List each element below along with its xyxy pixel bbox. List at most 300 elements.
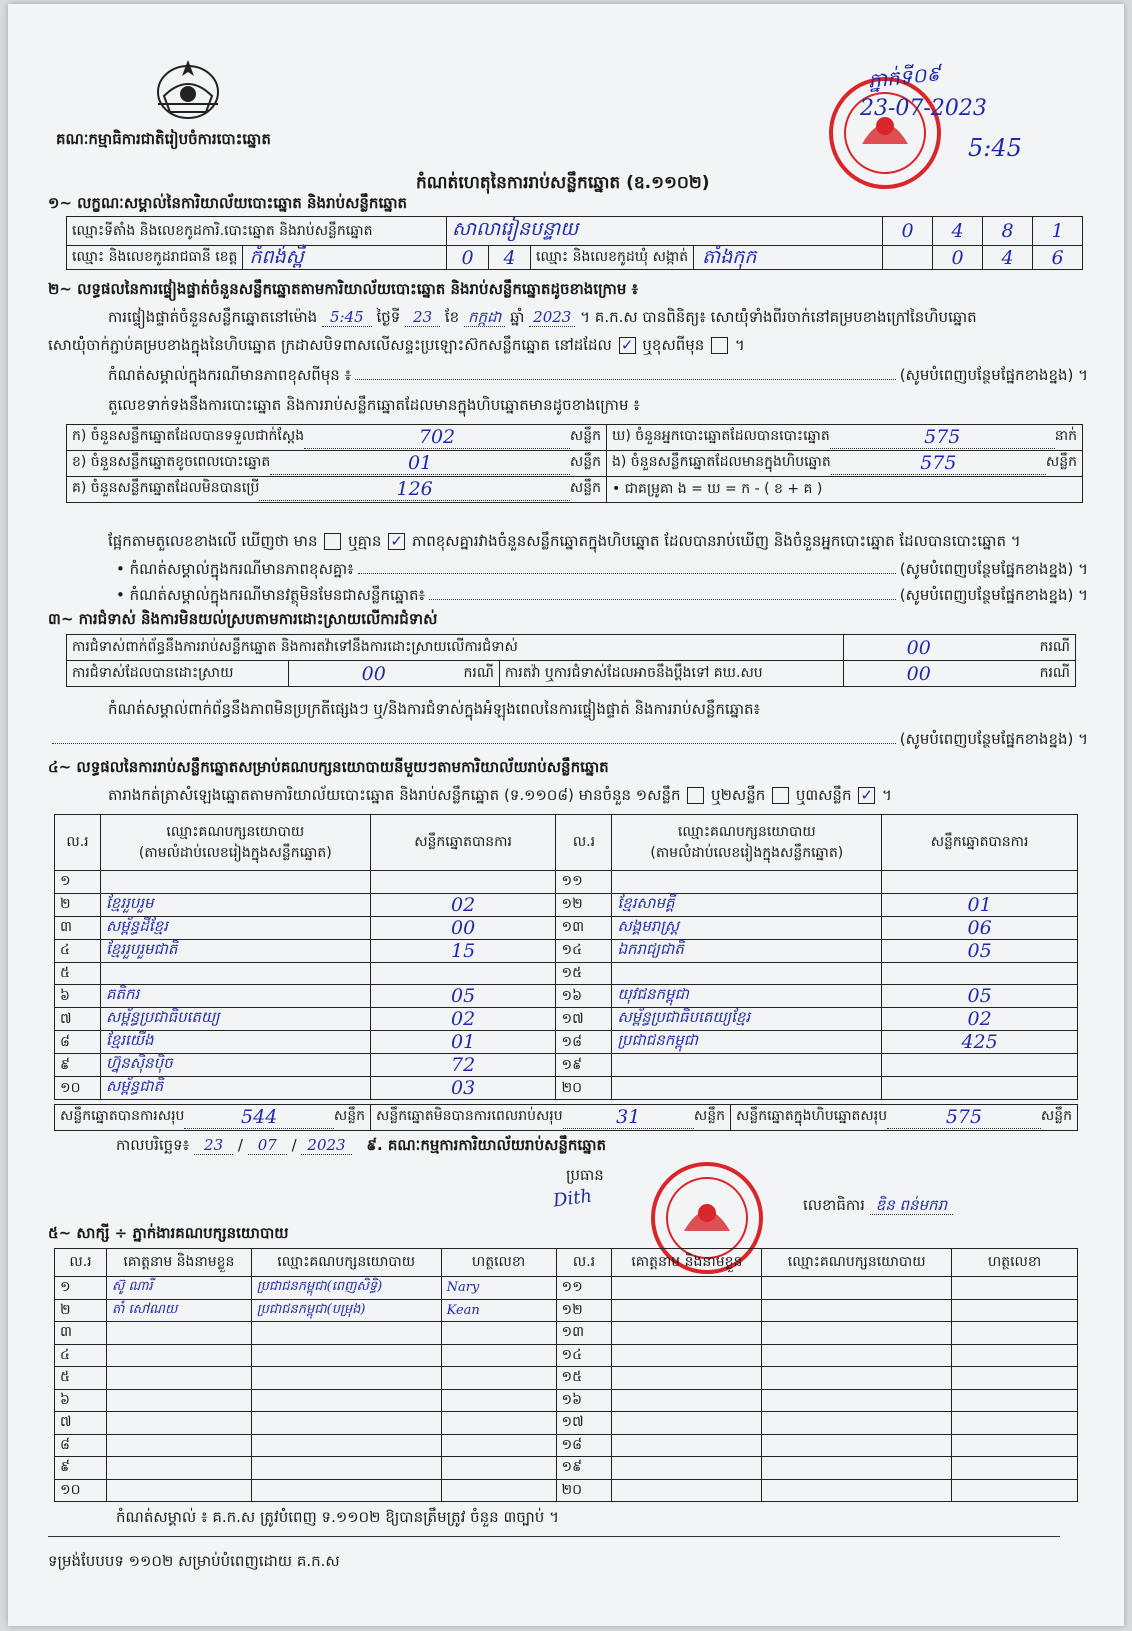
s4-party-2 bbox=[612, 871, 882, 894]
stamp-time: 5:45 bbox=[968, 134, 1022, 162]
s5-no-2: ១២ bbox=[556, 1299, 612, 1322]
box-total-unit: សន្លឹក bbox=[1040, 1108, 1072, 1124]
formula: • ជាគម្រូគា ង = ឃ = ក - ( ខ + គ ) bbox=[607, 477, 1083, 503]
verify-line-1-rest: ។ គ.ក.ស បានពិនិត្យ៖ សោយ៉ុំទាំងពីរចាក់នៅគម្របខាងក្រៅនៃហិបឆ្នោត bbox=[580, 308, 977, 326]
table-row bbox=[55, 893, 1078, 916]
no-difference-checkbox[interactable]: ✓ bbox=[388, 533, 405, 550]
in-box-value: 575 bbox=[831, 452, 1046, 475]
form-page bbox=[8, 4, 1124, 1626]
s5-sign-2[interactable] bbox=[952, 1457, 1078, 1480]
table-row bbox=[55, 985, 1078, 1008]
footer-note: កំណត់សម្គាល់ ៖ គ.ក.ស ត្រូវបំពេញ ទ.១១០២ ឱ្យបានត្រឹមត្រូវ ចំនួន ៣ច្បាប់ ។ bbox=[116, 1508, 559, 1526]
s5-sign[interactable] bbox=[441, 1389, 556, 1412]
s4-no: ៦ bbox=[55, 985, 101, 1008]
voters-value: 575 bbox=[830, 426, 1055, 449]
verify-day-label: ថ្ងៃទី bbox=[376, 308, 401, 326]
s4-votes-2: 01 bbox=[882, 893, 1078, 916]
s5-party-2 bbox=[762, 1367, 952, 1390]
s5-party bbox=[251, 1479, 441, 1502]
s5-party bbox=[251, 1434, 441, 1457]
location-value: សាលារៀនបន្ទាយ bbox=[452, 218, 579, 240]
s4-no-2: ១៦ bbox=[556, 985, 612, 1008]
invalid-total-label: សន្លឹកឆ្នោតមិនបានការពេលរាប់សរុប bbox=[376, 1108, 563, 1124]
s4-party-2: សម្ព័ន្ធប្រជាធិបតេយ្យខ្មែរ bbox=[612, 1008, 882, 1031]
results-col-no: ល.រ bbox=[55, 815, 101, 871]
s5-no: ៨ bbox=[55, 1434, 107, 1457]
s5-name-2 bbox=[612, 1434, 762, 1457]
date-label: កាលបរិច្ឆេទ៖ bbox=[116, 1136, 190, 1154]
fill-more-2: (សូមបំពេញបន្ថែមផ្នែកខាងខ្នង) ។ bbox=[899, 560, 1088, 578]
box-total-label: សន្លឹកឆ្នោតក្នុងហិបឆ្នោតសរុប bbox=[736, 1108, 888, 1124]
two-sheet-checkbox[interactable] bbox=[772, 787, 789, 804]
verify-year-label: ឆ្នាំ bbox=[510, 308, 525, 326]
verify-line-2: សោយ៉ុំចាក់ភ្ជាប់គម្របខាងក្នុងនៃហិបឆ្នោត ក្រដាសបិទពាសលើសន្ទះប្រឡោះស៊កសន្លឹកឆ្នោត នៅដដែល ✓ ឬខុសពីមុន ។ bbox=[48, 336, 745, 354]
s4-votes: 05 bbox=[370, 985, 556, 1008]
voters-unit: នាក់ bbox=[1054, 428, 1077, 444]
location-code-1: 0 bbox=[883, 217, 933, 246]
s5-party-2 bbox=[762, 1344, 952, 1367]
table-row bbox=[55, 962, 1078, 985]
s5-name bbox=[106, 1322, 251, 1345]
s5-no-2: ១៥ bbox=[556, 1367, 612, 1390]
s4-party-2: យុវជនកម្ពុជា bbox=[612, 985, 882, 1008]
figures-intro: តួលេខទាក់ទងនឹងការបោះឆ្នោត និងការរាប់សន្លឹកឆ្នោតដែលមានក្នុងហិបឆ្នោតមានដូចខាងក្រោម ៖ bbox=[108, 396, 640, 414]
compare-text: ភាពខុសគ្នារវាងចំនួនសន្លឹកឆ្នោតក្នុងហិបឆ្នោត ដែលបានរាប់ឃើញ និងចំនួនអ្នកបោះឆ្នោត ដែលបានបោះឆ្នោត ។ bbox=[411, 532, 1021, 550]
resolved-value: 00 bbox=[289, 661, 459, 687]
table-row bbox=[55, 1077, 1078, 1100]
commune-label: ឈ្មោះ និងលេខកូដឃុំ សង្កាត់ bbox=[531, 246, 694, 269]
note-difference-label: • កំណត់សម្គាល់ក្នុងករណីមានភាពខុសគ្នា៖ bbox=[116, 560, 354, 578]
same-checkbox[interactable]: ✓ bbox=[619, 337, 636, 354]
note-difference bbox=[116, 560, 1088, 578]
s5-sign[interactable]: Nary bbox=[441, 1277, 556, 1300]
table-row bbox=[55, 1457, 1078, 1480]
s4-votes: 02 bbox=[370, 1008, 556, 1031]
fill-more-3: (សូមបំពេញបន្ថែមផ្នែកខាងខ្នង) ។ bbox=[899, 586, 1088, 604]
section4-heading: ៤~ លទ្ធផលនៃការរាប់សន្លឹកឆ្នោតសម្រាប់គណបក្សនយោបាយនីមួយៗតាមការិយាល័យរាប់សន្លឹកឆ្នោត bbox=[48, 758, 609, 776]
different-checkbox[interactable] bbox=[711, 337, 728, 354]
s4-no: ៤ bbox=[55, 939, 101, 962]
s5-party bbox=[251, 1412, 441, 1435]
verify-day: 23 bbox=[405, 308, 440, 327]
one-sheet-checkbox[interactable] bbox=[687, 787, 704, 804]
three-sheet-checkbox[interactable]: ✓ bbox=[858, 787, 875, 804]
province-label: ឈ្មោះ និងលេខកូដរាជធានី ខេត្ត bbox=[67, 246, 243, 269]
unused-label: គ) ចំនួនសន្លឹកឆ្នោតដែលមិនបានប្រើ bbox=[72, 480, 260, 496]
table-row bbox=[55, 871, 1078, 894]
province-code-1: 0 bbox=[447, 246, 489, 270]
note-different bbox=[108, 366, 1088, 384]
s4-party: សម្ព័ន្ធជាតិ bbox=[100, 1077, 370, 1100]
s5-sign-2[interactable] bbox=[952, 1412, 1078, 1435]
province-code-2: 4 bbox=[489, 246, 531, 270]
witness-col-no: ល.រ bbox=[55, 1249, 107, 1277]
table-row bbox=[55, 1299, 1078, 1322]
spoiled-unit: សន្លឹក bbox=[569, 454, 601, 470]
results-col-party-sub-2: (តាមលំដាប់លេខរៀងក្នុងសន្លឹកឆ្នោត) bbox=[650, 844, 844, 861]
valid-total-unit: សន្លឹក bbox=[333, 1108, 365, 1124]
s4-votes: 01 bbox=[370, 1031, 556, 1054]
has-difference-checkbox[interactable] bbox=[324, 533, 341, 550]
s5-no-2: ១១ bbox=[556, 1277, 612, 1300]
s5-party bbox=[251, 1389, 441, 1412]
s4-no: ៩ bbox=[55, 1054, 101, 1077]
s5-party: ប្រជាជនកម្ពុជា(បម្រុង) bbox=[251, 1299, 441, 1322]
stamp-handwriting: ភ្នាក់ទី០៩ bbox=[866, 61, 942, 93]
s4-no: ៥ bbox=[55, 962, 101, 985]
irregularity-note: កំណត់សម្គាល់ពាក់ព័ន្ធនឹងភាពមិនប្រក្រតីផ្សេងៗ ឬ/និងការជំទាស់ក្នុងអំឡុងពេលនៃការផ្ទៀងផ្ទាត់ និងការរាប់សន្លឹកឆ្នោត៖ bbox=[108, 700, 761, 718]
s5-no-2: ២០ bbox=[556, 1479, 612, 1502]
irregularity-fill bbox=[48, 730, 1088, 748]
province-value: កំពង់ស្ពឺ bbox=[249, 246, 304, 268]
s5-name-2 bbox=[612, 1344, 762, 1367]
date-day: 23 bbox=[194, 1136, 233, 1155]
unused-value: 126 bbox=[259, 478, 570, 501]
s5-party bbox=[251, 1344, 441, 1367]
objections-unit: ករណី bbox=[994, 635, 1076, 661]
table-row bbox=[55, 1008, 1078, 1031]
s5-name bbox=[106, 1367, 251, 1390]
section1-heading: ១~ លក្ខណៈសម្គាល់នៃការិយាល័យបោះឆ្នោត និងរាប់សន្លឹកឆ្នោត bbox=[48, 194, 408, 212]
fill-more-4: (សូមបំពេញបន្ថែមផ្នែកខាងខ្នង) ។ bbox=[899, 730, 1088, 748]
note-objects-label: • កំណត់សម្គាល់ក្នុងករណីមានវត្ថុមិនមែនជាសន្លឹកឆ្នោត៖ bbox=[116, 586, 426, 604]
s4-votes-2: 425 bbox=[882, 1031, 1078, 1054]
note-different-label: កំណត់សម្គាល់ក្នុងករណីមានភាពខុសពីមុន ៖ bbox=[108, 366, 352, 384]
s5-name-2 bbox=[612, 1412, 762, 1435]
table-row bbox=[55, 1479, 1078, 1502]
section2-heading: ២~ លទ្ធផលនៃការផ្ទៀងផ្ទាត់ចំនួនសន្លឹកឆ្នោតតាមការិយាល័យបោះឆ្នោត និងរាប់សន្លឹកឆ្នោតដូចខាងក្រោម ៖ bbox=[48, 280, 639, 298]
verify-time: 5:45 bbox=[322, 308, 372, 327]
witness-col-name-2: គោត្តនាម និងនាមខ្លួន bbox=[612, 1249, 762, 1277]
s5-no-2: ១៤ bbox=[556, 1344, 612, 1367]
nec-logo-icon bbox=[150, 52, 226, 124]
s4-no: ១ bbox=[55, 871, 101, 894]
s5-name bbox=[106, 1344, 251, 1367]
s5-name: ស៊ូ ណារី bbox=[106, 1277, 251, 1300]
s4-party: សម្ព័ន្ធដីខ្មែរ bbox=[100, 916, 370, 939]
voters-label: ឃ) ចំនួនអ្នកបោះឆ្នោតដែលបានបោះឆ្នោត bbox=[612, 428, 830, 444]
s4-party bbox=[100, 962, 370, 985]
s4-party-2: ប្រជាជនកម្ពុជា bbox=[612, 1031, 882, 1054]
s5-name: តាំ សៅណយ bbox=[106, 1299, 251, 1322]
s5-name-2 bbox=[612, 1389, 762, 1412]
tally-sheets-line: តារាងកត់ត្រាសំឡេងឆ្នោតតាមការិយាល័យបោះឆ្នោត និងរាប់សន្លឹកឆ្នោត (ទ.១១០៨) មានចំនួន ១សន្លឹក ឬ២សន្លឹក ឬ៣សន្លឹក ✓ ។ bbox=[108, 786, 892, 804]
results-col-party-title: ឈ្មោះគណបក្សនយោបាយ bbox=[166, 823, 305, 840]
s5-sign[interactable] bbox=[441, 1434, 556, 1457]
fill-more-1: (សូមបំពេញបន្ថែមផ្នែកខាងខ្នង) ។ bbox=[899, 366, 1088, 384]
different-label: ឬខុសពីមុន bbox=[642, 336, 705, 354]
figures-table bbox=[66, 424, 1083, 503]
verify-year: 2023 bbox=[529, 308, 575, 327]
witness-table bbox=[54, 1248, 1078, 1502]
chair-signature: Dith bbox=[551, 1185, 594, 1212]
s4-party bbox=[100, 871, 370, 894]
commune-value: តាំងកុក bbox=[702, 246, 757, 268]
s4-votes-2: 05 bbox=[882, 985, 1078, 1008]
table-row bbox=[55, 1031, 1078, 1054]
witness-col-party: ឈ្មោះគណបក្សនយោបាយ bbox=[251, 1249, 441, 1277]
s4-no-2: ១១ bbox=[556, 871, 612, 894]
verify-time-label: ការផ្ទៀងផ្ទាត់ចំនួនសន្លឹកឆ្នោតនៅម៉ោង bbox=[108, 308, 318, 326]
in-box-unit: សន្លឹក bbox=[1045, 454, 1077, 470]
s5-sign-2[interactable] bbox=[952, 1322, 1078, 1345]
s5-party: ប្រជាជនកម្ពុជា(ពេញសិទ្ធិ) bbox=[251, 1277, 441, 1300]
s5-party-2 bbox=[762, 1389, 952, 1412]
table-row bbox=[55, 1277, 1078, 1300]
results-col-party-sub: (តាមលំដាប់លេខរៀងក្នុងសន្លឹកឆ្នោត) bbox=[138, 844, 332, 861]
compare-line bbox=[108, 532, 1021, 550]
s4-party: ខ្មែររួបរួម bbox=[100, 893, 370, 916]
received-unit: សន្លឹក bbox=[569, 428, 601, 444]
s5-name-2 bbox=[612, 1277, 762, 1300]
s5-no: ១ bbox=[55, 1277, 107, 1300]
in-box-label: ង) ចំនួនសន្លឹកឆ្នោតដែលមានក្នុងហិបឆ្នោត bbox=[612, 454, 831, 470]
s4-no: ៧ bbox=[55, 1008, 101, 1031]
witness-col-party-2: ឈ្មោះគណបក្សនយោបាយ bbox=[762, 1249, 952, 1277]
location-code-2: 4 bbox=[933, 217, 983, 246]
s5-no: ៣ bbox=[55, 1322, 107, 1345]
invalid-total: 31 bbox=[563, 1106, 694, 1129]
s5-no: ១០ bbox=[55, 1479, 107, 1502]
table-row bbox=[55, 1389, 1078, 1412]
s5-name bbox=[106, 1412, 251, 1435]
section1-table bbox=[66, 216, 1083, 270]
appeal-label: ការតវ៉ា ឬការជំទាស់ដែលអាចនឹងប្តឹងទៅ គឃ.សប bbox=[499, 661, 843, 687]
commune-code-2: 4 bbox=[983, 246, 1033, 270]
s4-votes: 15 bbox=[370, 939, 556, 962]
s5-sign-2[interactable] bbox=[952, 1344, 1078, 1367]
s5-name bbox=[106, 1457, 251, 1480]
s4-no-2: ១៣ bbox=[556, 916, 612, 939]
objections-value: 00 bbox=[844, 635, 994, 661]
s4-votes bbox=[370, 871, 556, 894]
s4-votes-2: 05 bbox=[882, 939, 1078, 962]
s5-sign[interactable] bbox=[441, 1322, 556, 1345]
s5-party-2 bbox=[762, 1457, 952, 1480]
appeal-unit: ករណី bbox=[994, 661, 1076, 687]
s5-no-2: ១៨ bbox=[556, 1434, 612, 1457]
s4-no-2: ១៩ bbox=[556, 1054, 612, 1077]
location-code-4: 1 bbox=[1033, 217, 1083, 246]
s4-no: ៣ bbox=[55, 916, 101, 939]
s5-name-2 bbox=[612, 1322, 762, 1345]
s4-party-2: ឯករាជ្យជាតិ bbox=[612, 939, 882, 962]
s4-party-2: ខ្មែរសាមគ្គី bbox=[612, 893, 882, 916]
s4-votes-2 bbox=[882, 962, 1078, 985]
s4-votes: 72 bbox=[370, 1054, 556, 1077]
s5-name-2 bbox=[612, 1299, 762, 1322]
s4-votes-2 bbox=[882, 1077, 1078, 1100]
valid-total-label: សន្លឹកឆ្នោតបានការសរុប bbox=[60, 1108, 185, 1124]
s5-no: ៧ bbox=[55, 1412, 107, 1435]
s5-sign-2[interactable] bbox=[952, 1479, 1078, 1502]
received-label: ក) ចំនួនសន្លឹកឆ្នោតដែលបានទទួលជាក់ស្តែង bbox=[72, 428, 305, 444]
s4-party: សម្ព័ន្ធប្រជាធិបតេយ្យ bbox=[100, 1008, 370, 1031]
verify-line-1 bbox=[108, 308, 977, 326]
section5-heading: ៥~ សាក្សី ÷ ភ្នាក់ងារគណបក្សនយោបាយ bbox=[48, 1224, 289, 1242]
s4-votes: 00 bbox=[370, 916, 556, 939]
table-row bbox=[55, 916, 1078, 939]
s5-name-2 bbox=[612, 1457, 762, 1480]
witness-col-sign: ហត្ថលេខា bbox=[441, 1249, 556, 1277]
valid-total: 544 bbox=[184, 1106, 333, 1129]
spoiled-label: ខ) ចំនួនសន្លឹកឆ្នោតខូចពេលបោះឆ្នោត bbox=[72, 454, 271, 470]
verify-line-2-text: សោយ៉ុំចាក់ភ្ជាប់គម្របខាងក្នុងនៃហិបឆ្នោត ក្រដាសបិទពាសលើសន្ទះប្រឡោះស៊កសន្លឹកឆ្នោត នៅដដែល bbox=[48, 336, 612, 354]
s4-no: ២ bbox=[55, 893, 101, 916]
results-col-no-2: ល.រ bbox=[556, 815, 612, 871]
resolved-label: ការជំទាស់ដែលបានដោះស្រាយ bbox=[67, 661, 289, 687]
s5-party bbox=[251, 1322, 441, 1345]
table-row bbox=[55, 939, 1078, 962]
s5-name-2 bbox=[612, 1367, 762, 1390]
secretary-label: លេខាធិការ bbox=[803, 1196, 865, 1214]
s4-votes-2: 02 bbox=[882, 1008, 1078, 1031]
witness-col-sign-2: ហត្ថលេខា bbox=[952, 1249, 1078, 1277]
s5-sign[interactable] bbox=[441, 1412, 556, 1435]
s5-party-2 bbox=[762, 1277, 952, 1300]
counting-committee-label: ៩. គណៈកម្មការការិយាល័យរាប់សន្លឹកឆ្នោត bbox=[366, 1136, 606, 1154]
results-col-party-title-2: ឈ្មោះគណបក្សនយោបាយ bbox=[677, 823, 816, 840]
s5-sign[interactable] bbox=[441, 1479, 556, 1502]
s5-party-2 bbox=[762, 1412, 952, 1435]
s5-name bbox=[106, 1479, 251, 1502]
s5-party-2 bbox=[762, 1299, 952, 1322]
objections-label: ការជំទាស់ពាក់ព័ន្ធនឹងការរាប់សន្លឹកឆ្នោត និងការតវ៉ាទៅនឹងការដោះស្រាយលើការជំទាស់ bbox=[67, 635, 844, 661]
box-total: 575 bbox=[887, 1106, 1041, 1129]
stamp-date: 23-07-2023 bbox=[860, 96, 987, 121]
s5-sign[interactable]: Kean bbox=[441, 1299, 556, 1322]
table-row bbox=[55, 1054, 1078, 1077]
s4-party: ខ្មែររួបរួមជាតិ bbox=[100, 939, 370, 962]
s4-party: គតិករ bbox=[100, 985, 370, 1008]
tally-three-label: ឬ៣សន្លឹក bbox=[795, 786, 852, 804]
signing-date-line: កាលបរិច្ឆេទ៖ 23 / 07 / 2023 ៩. គណៈកម្មការការិយាល័យរាប់សន្លឹកឆ្នោត bbox=[116, 1136, 606, 1154]
appeal-value: 00 bbox=[844, 661, 994, 687]
s4-party-2 bbox=[612, 962, 882, 985]
s4-party-2 bbox=[612, 1054, 882, 1077]
s5-sign[interactable] bbox=[441, 1344, 556, 1367]
s4-no-2: ១៤ bbox=[556, 939, 612, 962]
location-label: ឈ្មោះទីតាំង និងលេខកូដការិ.បោះឆ្នោត និងរាប់សន្លឹកឆ្នោត bbox=[67, 217, 447, 246]
s5-sign[interactable] bbox=[441, 1367, 556, 1390]
resolved-unit: ករណី bbox=[459, 661, 500, 687]
secretary-name: ឌិន ពន់មករា bbox=[870, 1196, 953, 1215]
table-row bbox=[55, 1434, 1078, 1457]
unused-unit: សន្លឹក bbox=[569, 480, 601, 496]
committee-name: គណៈកម្មាធិការជាតិរៀបចំការបោះឆ្នោត bbox=[56, 130, 271, 148]
s4-votes-2 bbox=[882, 1054, 1078, 1077]
note-objects bbox=[116, 586, 1088, 604]
results-col-votes-2: សន្លឹកឆ្នោតបានការ bbox=[882, 815, 1078, 871]
spoiled-value: 01 bbox=[270, 452, 570, 475]
s4-party: ហ្វ៊ុនស៊ិនប៉ិច bbox=[100, 1054, 370, 1077]
commune-code-3: 6 bbox=[1033, 246, 1083, 270]
verify-month: កក្កដា bbox=[464, 308, 505, 327]
s5-name bbox=[106, 1434, 251, 1457]
s5-sign[interactable] bbox=[441, 1457, 556, 1480]
s4-no: ៨ bbox=[55, 1031, 101, 1054]
s5-no-2: ១៣ bbox=[556, 1322, 612, 1345]
s5-sign-2[interactable] bbox=[952, 1277, 1078, 1300]
s4-no-2: ១២ bbox=[556, 893, 612, 916]
s5-name bbox=[106, 1389, 251, 1412]
s5-no: ៩ bbox=[55, 1457, 107, 1480]
received-value: 702 bbox=[304, 426, 570, 449]
s4-votes: 02 bbox=[370, 893, 556, 916]
compare-has-label: ផ្អែកតាមតួលេខខាងលើ ឃើញថា មាន bbox=[108, 532, 318, 550]
table-row bbox=[55, 1344, 1078, 1367]
s5-no-2: ១៩ bbox=[556, 1457, 612, 1480]
commune-code-1: 0 bbox=[933, 246, 983, 270]
s5-party-2 bbox=[762, 1479, 952, 1502]
s5-party-2 bbox=[762, 1322, 952, 1345]
section3-heading: ៣~ ការជំទាស់ និងការមិនយល់ស្របតាមការដោះស្រាយលើការជំទាស់ bbox=[48, 610, 438, 628]
s4-votes: 03 bbox=[370, 1077, 556, 1100]
compare-none-label: ឬគ្មាន bbox=[348, 532, 382, 550]
date-month: 07 bbox=[248, 1136, 287, 1155]
location-code-3: 8 bbox=[983, 217, 1033, 246]
s4-party: ខ្មែរយើង bbox=[100, 1031, 370, 1054]
objections-table bbox=[66, 634, 1076, 687]
totals-table bbox=[54, 1104, 1078, 1131]
s5-party bbox=[251, 1367, 441, 1390]
form-title: កំណត់ហេតុនៃការរាប់សន្លឹកឆ្នោត (ឧ.១១០២) bbox=[416, 173, 710, 193]
s4-party-2 bbox=[612, 1077, 882, 1100]
s5-sign-2[interactable] bbox=[952, 1434, 1078, 1457]
s4-no-2: ១៨ bbox=[556, 1031, 612, 1054]
results-col-party-2 bbox=[612, 815, 882, 871]
s5-no-2: ១៦ bbox=[556, 1389, 612, 1412]
s5-name-2 bbox=[612, 1479, 762, 1502]
s4-no: ១០ bbox=[55, 1077, 101, 1100]
results-col-party bbox=[100, 815, 370, 871]
s5-no: ៤ bbox=[55, 1344, 107, 1367]
results-col-votes: សន្លឹកឆ្នោតបានការ bbox=[370, 815, 556, 871]
s4-votes bbox=[370, 962, 556, 985]
witness-col-no-2: ល.រ bbox=[556, 1249, 612, 1277]
s5-sign-2[interactable] bbox=[952, 1367, 1078, 1390]
date-year: 2023 bbox=[301, 1136, 351, 1155]
tally-two-label: ឬ២សន្លឹក bbox=[711, 786, 766, 804]
s5-no: ៦ bbox=[55, 1389, 107, 1412]
secretary-line bbox=[803, 1196, 953, 1214]
s4-votes-2 bbox=[882, 871, 1078, 894]
s4-no-2: ១៧ bbox=[556, 1008, 612, 1031]
form-footer: ទម្រង់បែបបទ ១១០២ សម្រាប់បំពេញដោយ គ.ក.ស bbox=[48, 1552, 340, 1570]
s5-no: ៥ bbox=[55, 1367, 107, 1390]
tally-one-label: តារាងកត់ត្រាសំឡេងឆ្នោតតាមការិយាល័យបោះឆ្នោត និងរាប់សន្លឹកឆ្នោត (ទ.១១០៨) មានចំនួន ១សន្លឹក bbox=[108, 786, 681, 804]
table-row bbox=[55, 1367, 1078, 1390]
table-row bbox=[55, 1412, 1078, 1435]
s5-party bbox=[251, 1457, 441, 1480]
chair-label: ប្រធាន bbox=[566, 1166, 604, 1184]
verify-month-label: ខែ bbox=[444, 308, 460, 326]
witness-col-name: គោត្តនាម និងនាមខ្លួន bbox=[106, 1249, 251, 1277]
footer-divider bbox=[48, 1536, 1060, 1537]
invalid-total-unit: សន្លឹក bbox=[693, 1108, 725, 1124]
table-row bbox=[55, 1322, 1078, 1345]
s5-no-2: ១៧ bbox=[556, 1412, 612, 1435]
s4-party-2: សង្គមរាស្ត្រ bbox=[612, 916, 882, 939]
s5-sign-2[interactable] bbox=[952, 1389, 1078, 1412]
s4-no-2: ២០ bbox=[556, 1077, 612, 1100]
s5-party-2 bbox=[762, 1434, 952, 1457]
s5-sign-2[interactable] bbox=[952, 1299, 1078, 1322]
s4-no-2: ១៥ bbox=[556, 962, 612, 985]
s5-no: ២ bbox=[55, 1299, 107, 1322]
results-table bbox=[54, 814, 1078, 1100]
s4-votes-2: 06 bbox=[882, 916, 1078, 939]
